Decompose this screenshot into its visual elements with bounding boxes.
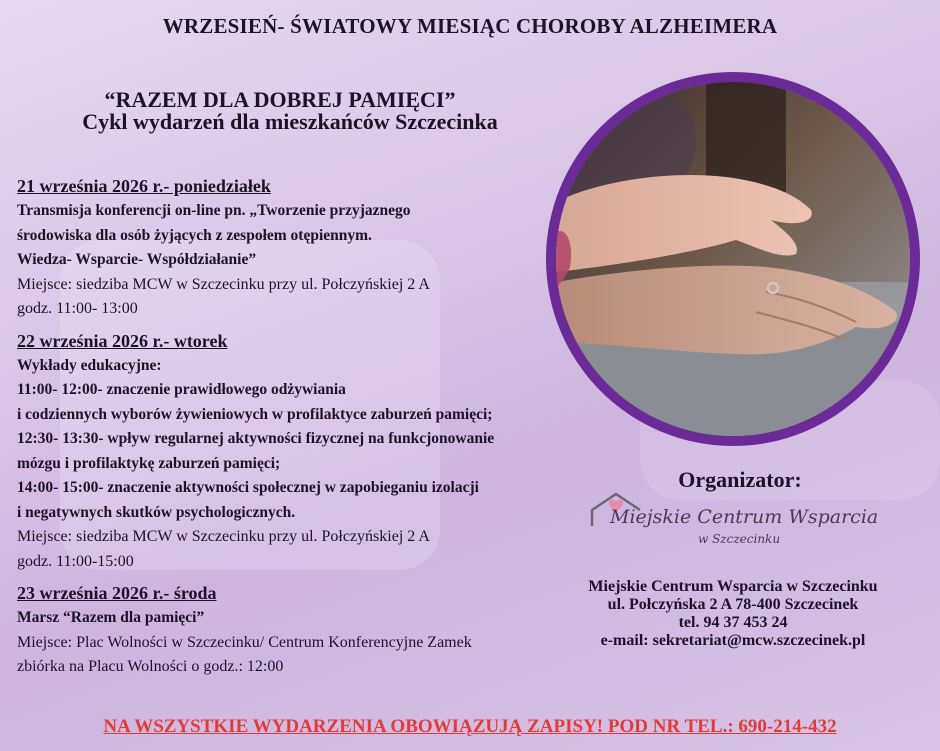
event-description: Transmisja konferencji on-line pn. „Tworzenie przyjaznego — [17, 202, 411, 219]
logo-name: Miejskie Centrum Wsparcia — [610, 506, 879, 528]
campaign-subtitle: Cykl wydarzeń dla mieszkańców Szczecinka — [82, 109, 498, 134]
event-description: mózgu i profilaktykę zaburzeń pamięci; — [17, 454, 281, 472]
event-description: i negatywnych skutków psychologicznych. — [17, 503, 296, 521]
event-description: środowiska dla osób żyjących z zespołem otępiennym. — [17, 226, 372, 244]
campaign-title: “RAZEM DLA DOBREJ PAMIĘCI” — [104, 87, 456, 112]
event-item — [17, 581, 577, 680]
event-date: 23 września 2026 r.- środa — [17, 583, 217, 603]
event-description: 12:30- 13:30- wpływ regularnej aktywności fizycznej na funkcjonowanie — [17, 430, 495, 447]
page-title: WRZESIEŃ- ŚWIATOWY MIESIĄC CHOROBY ALZHEIMERA — [162, 14, 778, 38]
organizer-heading: Organizator: — [678, 467, 802, 492]
organizer-address: ul. Połczyńska 2 A 78-400 Szczecinek — [607, 596, 859, 613]
event-description: Wiedza- Wsparcie- Współdziałanie” — [17, 251, 257, 268]
organizer-name: Miejskie Centrum Wsparcia w Szczecinku — [588, 578, 878, 595]
event-description: Wykłady edukacyjne: — [17, 356, 162, 374]
logo-city: w Szczecinku — [698, 532, 781, 546]
event-description: 11:00- 12:00- znaczenie prawidłowego odżywiania — [17, 381, 346, 398]
organizer-email: e-mail: sekretariat@mcw.szczecinek.pl — [600, 632, 866, 649]
organizer-phone: tel. 94 37 453 24 — [678, 614, 788, 631]
event-date: 21 września 2026 r.- poniedziałek — [17, 176, 271, 196]
event-date: 22 września 2026 r.- wtorek — [17, 330, 228, 351]
event-time: godz. 11:00-15:00 — [17, 552, 134, 570]
event-time: godz. 11:00- 13:00 — [17, 300, 138, 317]
event-description: 14:00- 15:00- znaczenie aktywności społecznej w zapobieganiu izolacji — [17, 479, 479, 496]
event-time: zbiórka na Placu Wolności o godz.: 12:00 — [17, 658, 284, 675]
organizer-logo — [588, 488, 878, 552]
event-item — [17, 174, 577, 322]
event-item — [17, 329, 577, 575]
event-description: i codziennych wyborów żywieniowych w profilaktyce zaburzeń pamięci; — [17, 405, 493, 423]
event-location: Miejsce: siedziba MCW w Szczecinku przy ul. Połczyńskiej 2 A — [17, 275, 430, 293]
event-description: Marsz “Razem dla pamięci” — [17, 609, 205, 626]
hands-photo — [556, 82, 910, 436]
event-location: Miejsce: siedziba MCW w Szczecinku przy ul. Połczyńskiej 2 A — [17, 528, 430, 545]
event-schedule — [17, 174, 577, 687]
registration-notice: NA WSZYSTKIE WYDARZENIA OBOWIĄZUJĄ ZAPISY! POD NR TEL.: 690-214-432 — [103, 716, 837, 737]
organizer-contact — [548, 578, 918, 650]
event-location: Miejsce: Plac Wolności w Szczecinku/ Centrum Konferencyjne Zamek — [17, 633, 472, 651]
